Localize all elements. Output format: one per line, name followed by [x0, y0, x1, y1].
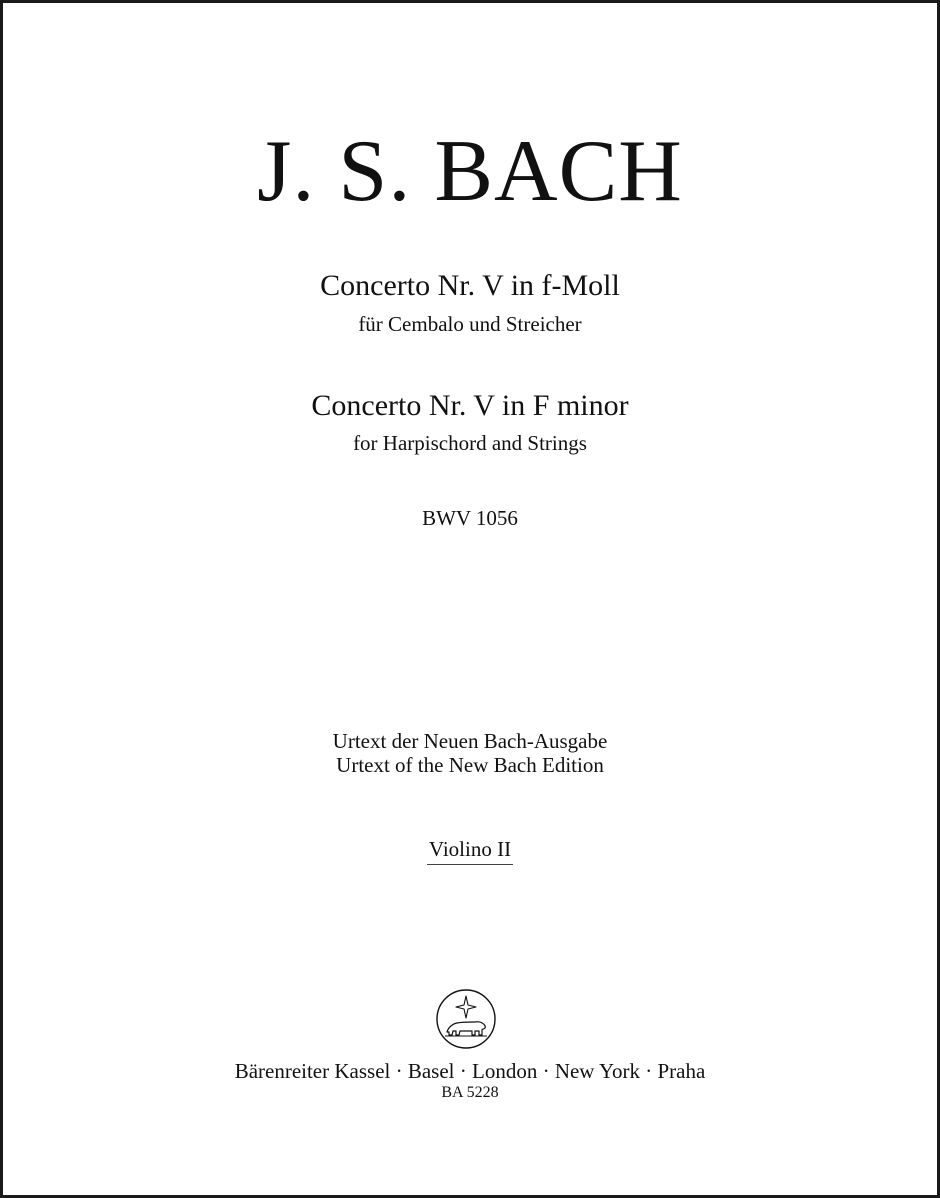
- subtitle-english: for Harpischord and Strings: [353, 431, 587, 455]
- publisher-line: Bärenreiter Kassel · Basel · London · New York · Praha: [234, 1059, 706, 1083]
- edition-code: BA 5228: [441, 1084, 499, 1101]
- title-english: Concerto Nr. V in F minor: [311, 389, 629, 422]
- catalog-number: BWV 1056: [422, 506, 518, 530]
- instrument-part: [0, 836, 940, 865]
- urtext-german: Urtext der Neuen Bach-Ausgabe: [332, 729, 608, 753]
- instrument-part-label: Violino II: [427, 836, 513, 865]
- title-german: Concerto Nr. V in f-Moll: [320, 269, 620, 302]
- composer-name: J. S. BACH: [257, 123, 683, 220]
- baerenreiter-bear-star-logo-icon: [435, 988, 497, 1050]
- subtitle-german: für Cembalo und Streicher: [358, 312, 582, 336]
- urtext-english: Urtext of the New Bach Edition: [336, 753, 604, 777]
